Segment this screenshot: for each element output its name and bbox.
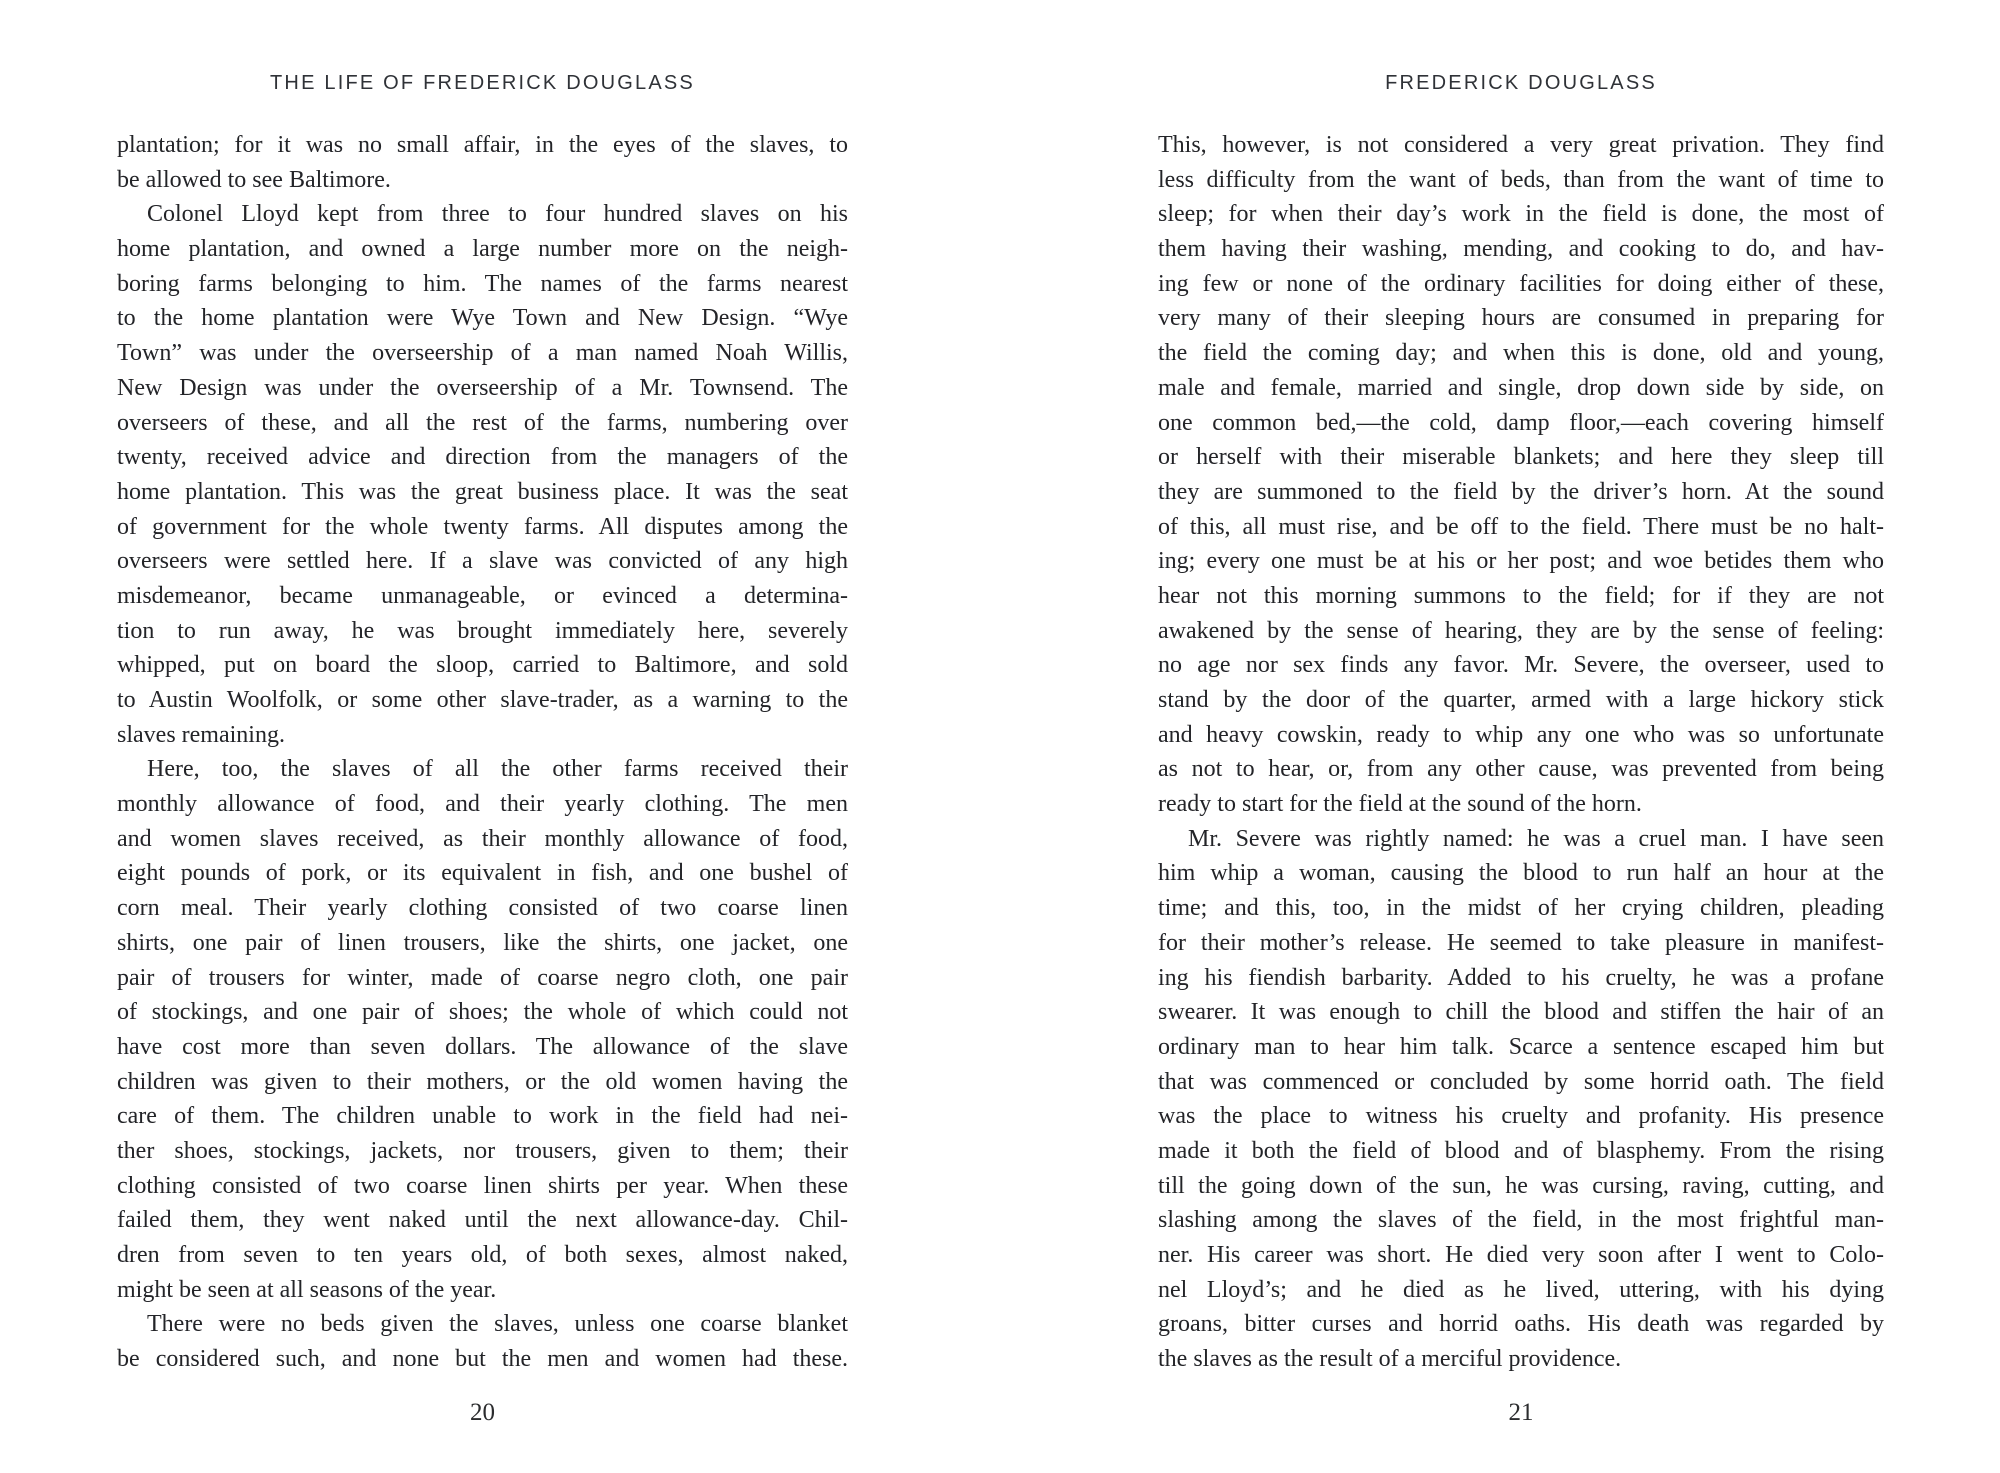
text-line: Town” was under the overseership of a man named Noah Willis, (117, 340, 848, 367)
text-line: Mr. Severe was rightly named: he was a cruel man. I have seen (1188, 825, 1884, 852)
text-line: sleep; for when their day’s work in the field is done, the most of (1158, 201, 1884, 228)
text-line: male and female, married and single, drop down side by side, on (1158, 374, 1884, 401)
text-line: ordinary man to hear him talk. Scarce a sentence escaped him but (1158, 1033, 1884, 1060)
text-line: groans, bitter curses and horrid oaths. His death was regarded by (1158, 1311, 1884, 1338)
text-line: time; and this, too, in the midst of her crying children, pleading (1158, 895, 1884, 922)
text-line: stand by the door of the quarter, armed with a large hickory stick (1158, 687, 1884, 713)
text-line: care of them. The children unable to work in the field had nei- (117, 1103, 848, 1130)
body-text (1158, 128, 1884, 1377)
text-line: overseers of these, and all the rest of the farms, numbering over (117, 409, 848, 436)
text-line: the field the coming day; and when this is done, old and young, (1158, 340, 1884, 367)
text-line: awakened by the sense of hearing, they are by the sense of feeling: (1158, 617, 1884, 644)
text-line: boring farms belonging to him. The names of the farms nearest (117, 270, 848, 297)
text-line: ner. His career was short. He died very soon after I went to Colo- (1158, 1242, 1884, 1268)
text-line: nel Lloyd’s; and he died as he lived, uttering, with his dying (1158, 1276, 1884, 1303)
text-line: failed them, they went naked until the next allowance-day. Chil- (117, 1207, 848, 1234)
text-line: clothing consisted of two coarse linen shirts per year. When these (117, 1172, 848, 1199)
text-line: swearer. It was enough to chill the blood and stiffen the hair of an (1158, 999, 1884, 1026)
body-text (117, 128, 848, 1377)
text-line: no age nor sex finds any favor. Mr. Severe, the overseer, used to (1158, 652, 1884, 679)
text-line: hear not this morning summons to the field; for if they are not (1158, 582, 1884, 609)
running-header-left: THE LIFE OF FREDERICK DOUGLASS (270, 72, 695, 94)
text-line: as not to hear, or, from any other cause, was prevented from being (1158, 756, 1884, 783)
text-line: be allowed to see Baltimore. (117, 166, 391, 193)
text-line: to Austin Woolfolk, or some other slave-trader, as a warning to the (117, 687, 848, 713)
left-page (117, 0, 848, 1473)
page-number-left: 20 (470, 1399, 495, 1426)
text-line: have cost more than seven dollars. The allowance of the slave (117, 1033, 848, 1060)
text-line: children was given to their mothers, or the old women having the (117, 1068, 848, 1095)
text-line: of this, all must rise, and be off to the field. There must be no halt- (1158, 513, 1884, 540)
text-line: home plantation, and owned a large number more on the neigh- (117, 236, 848, 263)
text-line: was the place to witness his cruelty and profanity. His presence (1158, 1103, 1884, 1130)
text-line: ther shoes, stockings, jackets, nor trousers, given to them; their (117, 1137, 848, 1164)
text-line: less difficulty from the want of beds, than from the want of time to (1158, 166, 1884, 193)
text-line: ready to start for the field at the sound of the horn. (1158, 791, 1642, 818)
text-line: one common bed,—the cold, damp floor,—each covering himself (1158, 409, 1884, 436)
text-line: New Design was under the overseership of a Mr. Townsend. The (117, 374, 848, 401)
text-line: him whip a woman, causing the blood to run half an hour at the (1158, 860, 1884, 887)
text-line: and heavy cowskin, ready to whip any one who was so unfortunate (1158, 721, 1884, 748)
text-line: home plantation. This was the great business place. It was the seat (117, 478, 848, 505)
text-line: or herself with their miserable blankets; and here they sleep till (1158, 444, 1884, 471)
text-line: that was commenced or concluded by some horrid oath. The field (1158, 1068, 1884, 1095)
text-line: and women slaves received, as their monthly allowance of food, (117, 825, 848, 852)
text-line: ing; every one must be at his or her post; and woe betides them who (1158, 548, 1884, 575)
text-line: till the going down of the sun, he was cursing, raving, cutting, and (1158, 1172, 1884, 1199)
text-line: very many of their sleeping hours are consumed in preparing for (1158, 305, 1884, 332)
running-header-right: FREDERICK DOUGLASS (1385, 72, 1657, 94)
text-line: slaves remaining. (117, 721, 285, 748)
text-line: shirts, one pair of linen trousers, like the shirts, one jacket, one (117, 929, 848, 956)
text-line: the slaves as the result of a merciful providence. (1158, 1346, 1622, 1373)
text-line: Here, too, the slaves of all the other farms received their (147, 756, 848, 783)
text-line: ing his fiendish barbarity. Added to his cruelty, he was a profane (1158, 964, 1884, 991)
text-line: corn meal. Their yearly clothing consisted of two coarse linen (117, 895, 848, 922)
text-line: of stockings, and one pair of shoes; the whole of which could not (117, 999, 848, 1026)
text-line: for their mother’s release. He seemed to take pleasure in manifest- (1158, 929, 1884, 956)
text-line: pair of trousers for winter, made of coarse negro cloth, one pair (117, 964, 848, 991)
text-line: eight pounds of pork, or its equivalent in fish, and one bushel of (117, 860, 848, 887)
text-line: whipped, put on board the sloop, carried to Baltimore, and sold (117, 652, 848, 679)
text-line: slashing among the slaves of the field, in the most frightful man- (1158, 1207, 1884, 1234)
text-line: plantation; for it was no small affair, in the eyes of the slaves, to (117, 132, 848, 158)
right-page (1158, 0, 1884, 1473)
text-line: tion to run away, he was brought immediately here, severely (117, 617, 848, 644)
text-line: ing few or none of the ordinary facilities for doing either of these, (1158, 270, 1884, 297)
text-line: of government for the whole twenty farms. All disputes among the (117, 513, 848, 540)
text-line: This, however, is not considered a very great privation. They find (1158, 132, 1884, 158)
text-line: made it both the field of blood and of blasphemy. From the rising (1158, 1137, 1884, 1164)
text-line: might be seen at all seasons of the year. (117, 1276, 497, 1303)
text-line: be considered such, and none but the men and women had these. (117, 1346, 848, 1373)
text-line: misdemeanor, became unmanageable, or evinced a determina- (117, 582, 848, 609)
text-line: they are summoned to the field by the driver’s horn. At the sound (1158, 478, 1884, 505)
text-line: them having their washing, mending, and cooking to do, and hav- (1158, 236, 1884, 263)
text-line: Colonel Lloyd kept from three to four hundred slaves on his (147, 201, 848, 228)
page-number-right: 21 (1508, 1399, 1534, 1426)
text-line: monthly allowance of food, and their yearly clothing. The men (117, 791, 848, 818)
text-line: There were no beds given the slaves, unless one coarse blanket (147, 1311, 848, 1338)
text-line: overseers were settled here. If a slave was convicted of any high (117, 548, 848, 575)
text-line: dren from seven to ten years old, of both sexes, almost naked, (117, 1242, 848, 1268)
text-line: to the home plantation were Wye Town and New Design. “Wye (117, 305, 848, 332)
text-line: twenty, received advice and direction from the managers of the (117, 444, 848, 471)
